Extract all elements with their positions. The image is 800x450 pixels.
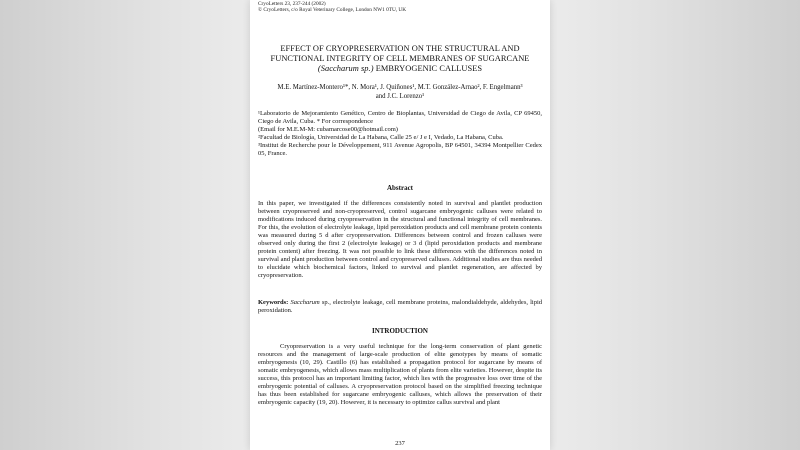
title-line-2: FUNCTIONAL INTEGRITY OF CELL MEMBRANES OF SUGARCANE (270, 54, 530, 64)
title-species: (Saccharum sp.) (317, 64, 374, 74)
journal-citation: CryoLetters 23, 237-244 (2002) (258, 1, 326, 7)
journal-copyright: © CryoLetters, c/o Royal Veterinary College, London NW1 0TU, UK (258, 7, 407, 14)
authors-line-1: M.E. Martínez-Montero¹*, N. Mora¹, J. Quiñones¹, M.T. González-Arnao², F. Engelmann³ (277, 84, 523, 91)
document-page[interactable] (250, 0, 550, 450)
abstract-heading: Abstract (386, 184, 414, 192)
title-line-1: EFFECT OF CRYOPRESERVATION ON THE STRUCTURAL AND (280, 44, 520, 53)
author-list (250, 84, 550, 102)
authors-line-2: and J.C. Lorenzo¹ (375, 92, 425, 100)
introduction-text: Cryopreservation is a very useful technique for the long-term conservation of plant genetic resources and the management of large-scale production of elite genotypes by means of somatic embryogenesis (10, 29). Castillo (6) has established a propagation protocol for sugarcane by means of somatic embryogenesis, which allows mass multiplication of plants from elite varieties. However, despite its success, this protocol has an important limiting factor, which lies with the progressive loss over time of the embryogenic potential of calluses. A cryopreservation protocol based on the simplified freezing technique has thus been established for sugarcane embryogenic calluses, which allows the preservation of their embryogenic capacity (19, 20). However, it is necessary to optimize callus survival and plant (258, 343, 542, 407)
title-line-3 (250, 64, 550, 74)
affiliations (258, 110, 542, 159)
keywords-list: sp., electrolyte leakage, cell membrane proteins, malondialdehyde, aldehydes, lipid peroxidation. (258, 299, 543, 315)
affiliation-3: ³Institut de Recherche pour le Développement, 911 Avenue Agropolis, BP 64501, 34394 Montpellier Cedex 05, France. (258, 142, 542, 158)
title-line-3-rest: EMBRYOGENIC CALLUSES (373, 64, 483, 74)
affiliation-1: ¹Laboratorio de Mejoramiento Genético, Centro de Bioplantas, Universidad de Ciego de Avila, CP 69450, Ciego de Avila, Cuba. * For correspondence (258, 110, 542, 126)
keywords (258, 299, 542, 315)
affiliation-2: ²Facultad de Biología, Universidad de La Habana, Calle 25 e/ J e I, Vedado, La Habana, Cuba. (258, 134, 504, 142)
page-number: 237 (395, 440, 405, 447)
introduction-heading: INTRODUCTION (371, 327, 428, 335)
journal-header (258, 1, 406, 13)
keywords-label: Keywords: (258, 299, 289, 306)
keywords-species: Saccharum (290, 299, 320, 306)
paper-title (250, 44, 550, 75)
correspondence-email: (Email for M.E.M-M: cubamarcose00@hotmail.com) (258, 126, 398, 134)
viewer-background-left (0, 0, 258, 450)
viewer-background-right (542, 0, 800, 450)
abstract-text: In this paper, we investigated if the differences consistently noted in survival and plantlet production between cryopreserved and non-cryopreserved, control sugarcane embryogenic calluses were related to modifications induced during cryopreservation in the structural and functional integrity of cell membranes. For this, the evolution of electrolyte leakage, lipid peroxidation products and cell membrane protein contents was measured during 5 d after cryopreservation. Differences between control and frozen calluses were observed only during the first 2 (electrolyte leakage) or 3 d (lipid peroxidation products and membrane protein content) after freezing. It was not possible to link these differences with the differences noted in survival and plant production between control and cryopreserved calluses. Additional studies are thus needed to elucidate which biochemical factors, linked to survival and plantlet regeneration, are affected by cryopreservation. (258, 200, 542, 280)
